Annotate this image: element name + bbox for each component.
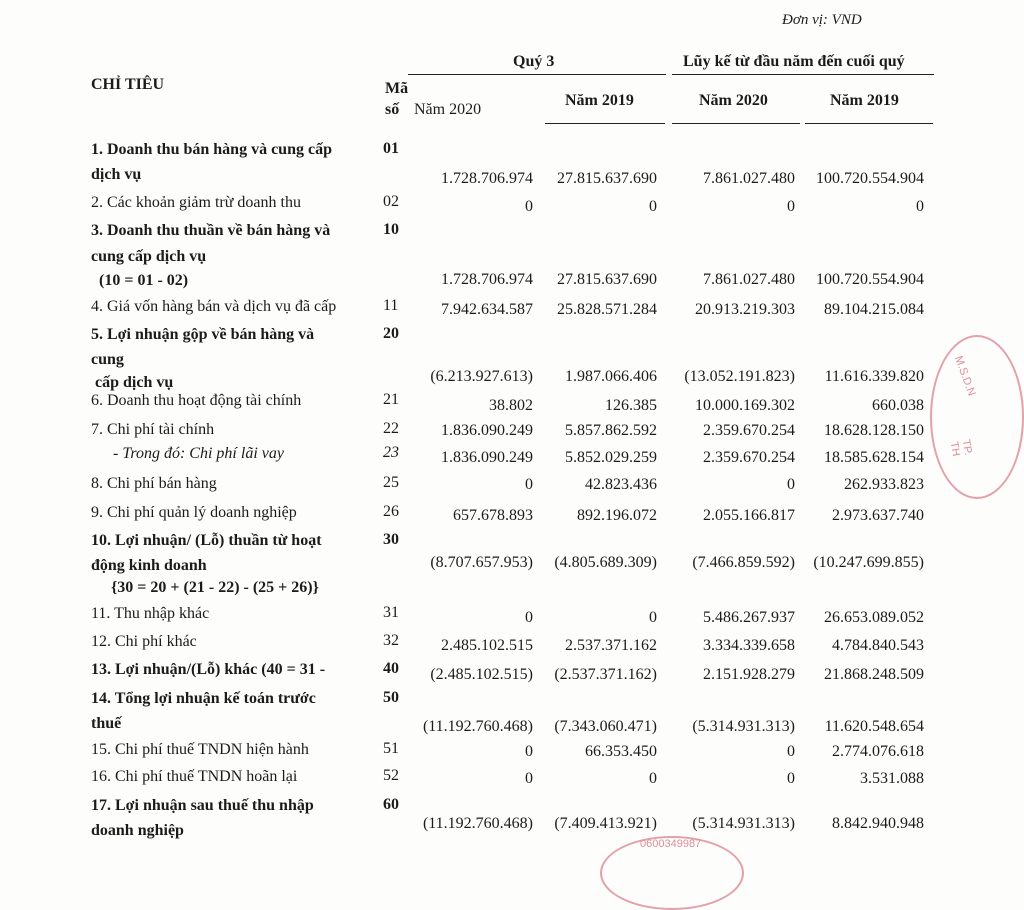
col4-underline: [805, 123, 933, 124]
row-value-col2: 0: [649, 198, 657, 215]
row-label: [91, 503, 381, 523]
row-value-col4: 2.774.076.618: [832, 743, 924, 760]
code-header-line2: số: [385, 101, 400, 118]
ytd-group-header: Lũy kế từ đầu năm đến cuối quý: [683, 53, 905, 70]
row-value-col3: 3.334.339.658: [703, 637, 795, 654]
row-value-col1: 0: [525, 770, 533, 787]
row-value-col3: 5.486.267.937: [703, 609, 795, 626]
row-value-col1: 1.728.706.974: [441, 170, 533, 187]
row-label-line: {30 = 20 + (21 - 22) - (25 + 26)}: [111, 579, 319, 596]
row-value-col2: 1.987.066.406: [565, 368, 657, 385]
row-code: 31: [383, 604, 399, 621]
row-label-line: 14. Tổng lợi nhuận kế toán trước: [91, 690, 316, 707]
quarter-group-underline: [408, 74, 666, 75]
quarter-group-header: Quý 3: [513, 53, 555, 70]
row-value-col4: 0: [916, 198, 924, 215]
row-value-col2: 0: [649, 770, 657, 787]
row-value-col2: (2.537.371.162): [554, 666, 657, 683]
col-header-q3-2020: Năm 2020: [414, 101, 482, 118]
row-label: [91, 660, 381, 680]
row-value-col3: 0: [787, 476, 795, 493]
row-value-col1: (11.192.760.468): [422, 815, 533, 832]
row-value-col2: 0: [649, 609, 657, 626]
row-label-line: cung cấp dịch vụ: [91, 248, 207, 265]
row-label-line: 2. Các khoản giảm trừ doanh thu: [91, 194, 301, 211]
row-value-col3: (5.314.931.313): [692, 815, 795, 832]
row-value-col4: 11.620.548.654: [824, 718, 924, 735]
row-label: [91, 767, 381, 787]
row-label: [91, 444, 381, 464]
row-code: 01: [383, 140, 399, 157]
row-value-col4: 3.531.088: [860, 770, 924, 787]
row-label-line: 6. Doanh thu hoạt động tài chính: [91, 392, 302, 409]
row-value-col1: 657.678.893: [453, 507, 533, 524]
col-header-ytd-2020: Năm 2020: [699, 92, 768, 109]
row-value-col4: 8.842.940.948: [832, 815, 924, 832]
row-label-line: 15. Chi phí thuế TNDN hiện hành: [91, 741, 309, 758]
row-value-col3: 0: [787, 743, 795, 760]
row-label: [91, 796, 381, 846]
row-value-col1: 0: [525, 609, 533, 626]
row-value-col1: 1.836.090.249: [441, 449, 533, 466]
row-value-col4: 2.973.637.740: [832, 507, 924, 524]
row-value-col1: (11.192.760.468): [422, 718, 533, 735]
row-label-line: 17. Lợi nhuận sau thuế thu nhập: [91, 797, 314, 814]
row-label-line: 10. Lợi nhuận/ (Lỗ) thuần từ hoạt: [91, 532, 322, 549]
row-value-col1: 0: [525, 743, 533, 760]
row-label: [91, 604, 381, 624]
row-value-col3: 2.359.670.254: [703, 449, 795, 466]
row-value-col4: 100.720.554.904: [816, 271, 924, 288]
row-value-col1: (6.213.927.613): [430, 368, 533, 385]
row-label-line: 5. Lợi nhuận gộp về bán hàng và: [91, 326, 315, 343]
row-value-col1: 2.485.102.515: [441, 637, 533, 654]
row-label: [91, 391, 381, 411]
row-value-col4: 18.628.128.150: [824, 422, 924, 439]
row-value-col2: 66.353.450: [585, 743, 657, 760]
row-value-col2: 126.385: [605, 397, 657, 414]
row-label: [91, 740, 381, 760]
row-code: 60: [383, 796, 399, 813]
row-value-col4: 4.784.840.543: [832, 637, 924, 654]
row-label-line: 11. Thu nhập khác: [91, 605, 210, 622]
row-label-line: 4. Giá vốn hàng bán và dịch vụ đã cấp: [91, 298, 337, 315]
row-code: 32: [383, 632, 399, 649]
row-value-col2: (7.409.413.921): [554, 815, 657, 832]
row-value-col2: 42.823.436: [585, 476, 657, 493]
row-value-col4: 21.868.248.509: [824, 666, 924, 683]
row-label-line: 12. Chi phí khác: [91, 633, 197, 650]
row-label-line: 3. Doanh thu thuần về bán hàng và: [91, 222, 331, 239]
row-code: 52: [383, 767, 399, 784]
row-value-col3: 0: [787, 198, 795, 215]
col2-underline: [545, 123, 665, 124]
col-header-ytd-2019: Năm 2019: [830, 92, 899, 109]
row-label: [91, 193, 381, 213]
row-value-col2: (7.343.060.471): [554, 718, 657, 735]
row-value-col1: 1.728.706.974: [441, 271, 533, 288]
row-value-col1: 7.942.634.587: [441, 301, 533, 318]
row-value-col1: 1.836.090.249: [441, 422, 533, 439]
row-value-col3: 7.861.027.480: [703, 170, 795, 187]
row-value-col2: 2.537.371.162: [565, 637, 657, 654]
row-code: 25: [383, 474, 399, 491]
row-code: 30: [383, 531, 399, 548]
row-value-col3: (13.052.191.823): [684, 368, 795, 385]
company-seal-right: [930, 335, 1024, 499]
row-label-line: - Trong đó: Chi phí lãi vay: [113, 445, 284, 462]
row-label-line: cấp dịch vụ: [95, 374, 174, 391]
row-label: [91, 297, 381, 317]
row-value-col3: (5.314.931.313): [692, 718, 795, 735]
row-value-col1: (2.485.102.515): [430, 666, 533, 683]
row-code: 02: [383, 193, 399, 210]
ytd-group-underline: [672, 74, 934, 75]
row-code: 50: [383, 689, 399, 706]
row-label-line: 9. Chi phí quản lý doanh nghiệp: [91, 504, 297, 521]
row-code: 40: [383, 660, 399, 677]
row-value-col4: 26.653.089.052: [824, 609, 924, 626]
row-value-col4: (10.247.699.855): [813, 554, 924, 571]
row-value-col1: 0: [525, 198, 533, 215]
row-label-line: dịch vụ: [91, 166, 142, 183]
row-label-line: 16. Chi phí thuế TNDN hoãn lại: [91, 768, 298, 785]
row-label: [91, 140, 381, 190]
row-code: 23: [383, 444, 399, 461]
row-value-col2: 27.815.637.690: [557, 170, 657, 187]
row-value-col3: 2.359.670.254: [703, 422, 795, 439]
row-label-line: cung: [91, 351, 124, 368]
row-label-line: thuế: [91, 715, 122, 732]
row-value-col2: 25.828.571.284: [557, 301, 657, 318]
row-label: [91, 420, 381, 440]
row-value-col4: 18.585.628.154: [824, 449, 924, 466]
unit-label: Đơn vị: VND: [782, 12, 862, 28]
row-label: [91, 689, 381, 739]
row-value-col3: 10.000.169.302: [695, 397, 795, 414]
row-label-line: động kinh doanh: [91, 557, 207, 574]
row-value-col4: 89.104.215.084: [824, 301, 924, 318]
row-code: 20: [383, 325, 399, 342]
row-value-col1: 38.802: [489, 397, 533, 414]
row-value-col3: (7.466.859.592): [692, 554, 795, 571]
row-label: [91, 474, 381, 494]
row-value-col3: 2.151.928.279: [703, 666, 795, 683]
indicator-header: CHỈ TIÊU: [91, 76, 165, 93]
row-code: 51: [383, 740, 399, 757]
row-value-col2: 5.857.862.592: [565, 422, 657, 439]
row-value-col2: (4.805.689.309): [554, 554, 657, 571]
row-value-col4: 262.933.823: [844, 476, 924, 493]
row-code: 22: [383, 420, 399, 437]
row-label-line: doanh nghiệp: [91, 822, 184, 839]
row-code: 11: [383, 297, 399, 314]
row-value-col1: (8.707.657.953): [430, 554, 533, 571]
row-value-col2: 892.196.072: [577, 507, 657, 524]
row-code: 26: [383, 503, 399, 520]
row-value-col4: 100.720.554.904: [816, 170, 924, 187]
row-label-line: (10 = 01 - 02): [99, 272, 189, 289]
row-code: 21: [383, 391, 399, 408]
row-value-col2: 27.815.637.690: [557, 271, 657, 288]
row-value-col1: 0: [525, 476, 533, 493]
row-value-col4: 11.616.339.820: [824, 368, 924, 385]
row-value-col4: 660.038: [872, 397, 924, 414]
col3-underline: [672, 123, 800, 124]
row-value-col3: 2.055.166.817: [703, 507, 795, 524]
col-header-q3-2019: Năm 2019: [565, 92, 634, 109]
row-label-line: 1. Doanh thu bán hàng và cung cấp: [91, 141, 332, 158]
row-value-col3: 20.913.219.303: [695, 301, 795, 318]
row-value-col3: 7.861.027.480: [703, 271, 795, 288]
row-label-line: 7. Chi phí tài chính: [91, 421, 215, 438]
row-value-col2: 5.852.029.259: [565, 449, 657, 466]
row-label-line: 13. Lợi nhuận/(Lỗ) khác (40 = 31 -: [91, 661, 326, 678]
row-label: [91, 632, 381, 652]
row-code: 10: [383, 221, 399, 238]
row-value-col3: 0: [787, 770, 795, 787]
code-header-line1: Mã: [385, 80, 409, 97]
row-label-line: 8. Chi phí bán hàng: [91, 475, 217, 492]
